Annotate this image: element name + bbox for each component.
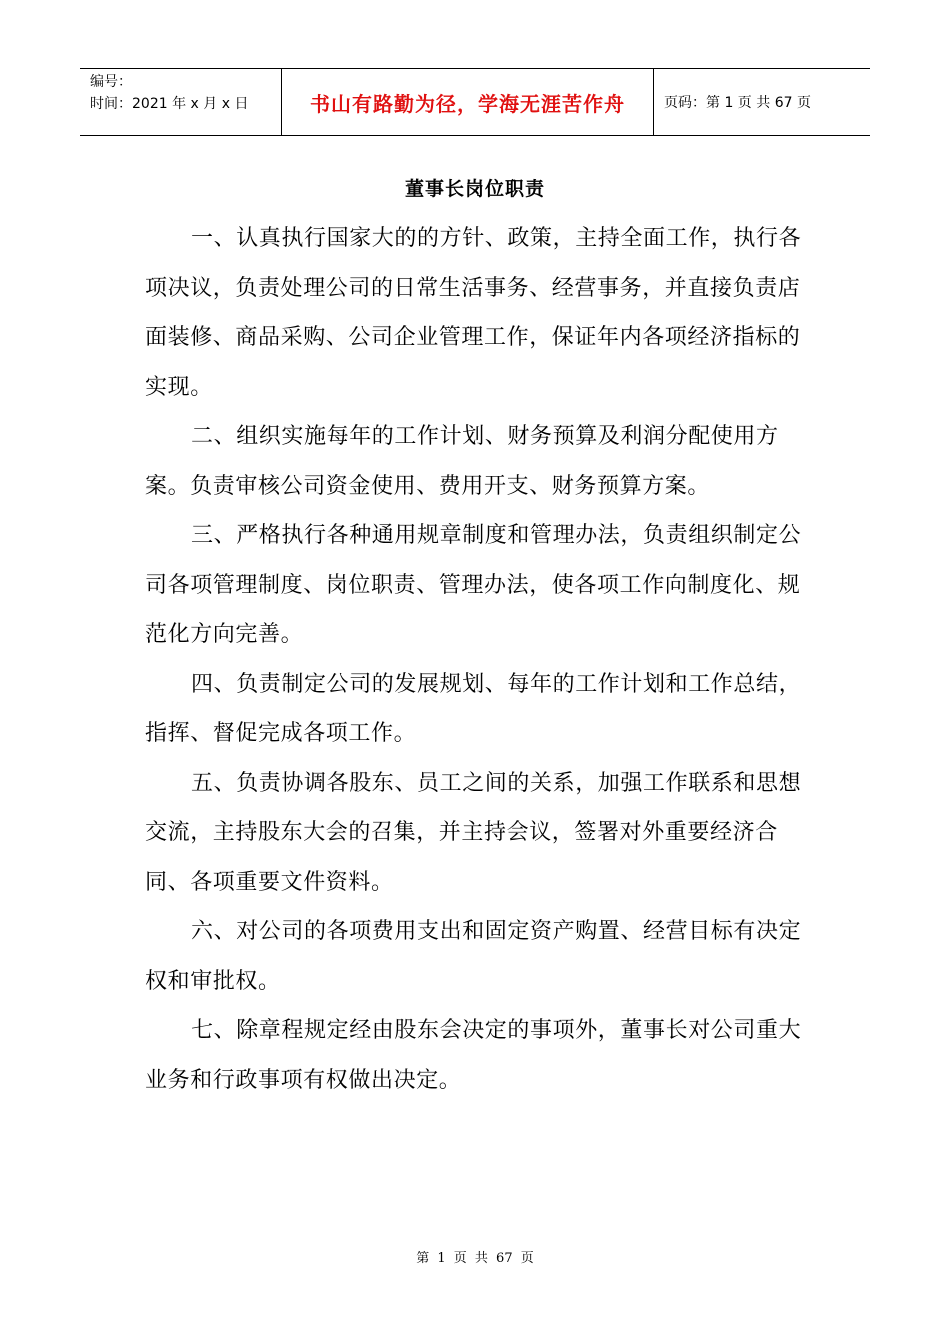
paragraph-3: 三、严格执行各种通用规章制度和管理办法，负责组织制定公司各项管理制度、岗位职责、管理办法，使各项工作向制度化、规范化方向完善。 (145, 523, 802, 647)
time-label: 时间：2021 年 x 月 x 日 (90, 96, 249, 112)
header-table (80, 68, 870, 136)
header-motto-cell (282, 69, 654, 135)
document-body (145, 214, 815, 1105)
paragraph-6: 六、对公司的各项费用支出和固定资产购置、经营目标有决定权和审批权。 (145, 919, 802, 994)
page-info: 页码：第 1 页 共 67 页 (664, 95, 811, 111)
paragraph-1: 一、认真执行国家大的的方针、政策，主持全面工作，执行各项决议，负责处理公司的日常生活事务、经营事务，并直接负责店面装修、商品采购、公司企业管理工作，保证年内各项经济指标的实现。 (145, 226, 802, 400)
header-meta-cell (80, 69, 282, 135)
motto-text: 书山有路勤为径，学海无涯苦作舟 (310, 91, 625, 116)
document-title: 董事长岗位职责 (404, 178, 545, 200)
paragraph-7: 七、除章程规定经由股东会决定的事项外，董事长对公司重大业务和行政事项有权做出决定。 (145, 1018, 802, 1093)
header-page-cell (654, 69, 870, 135)
number-label: 编号： (90, 74, 132, 90)
paragraph-2: 二、组织实施每年的工作计划、财务预算及利润分配使用方案。负责审核公司资金使用、费用开支、财务预算方案。 (145, 424, 779, 499)
paragraph-4: 四、负责制定公司的发展规划、每年的工作计划和工作总结，指挥、督促完成各项工作。 (145, 671, 802, 746)
page-footer: 第 1 页 共 67 页 (416, 1251, 534, 1266)
paragraph-5: 五、负责协调各股东、员工之间的关系，加强工作联系和思想交流，主持股东大会的召集，并主持会议，签署对外重要经济合同、各项重要文件资料。 (145, 770, 802, 895)
